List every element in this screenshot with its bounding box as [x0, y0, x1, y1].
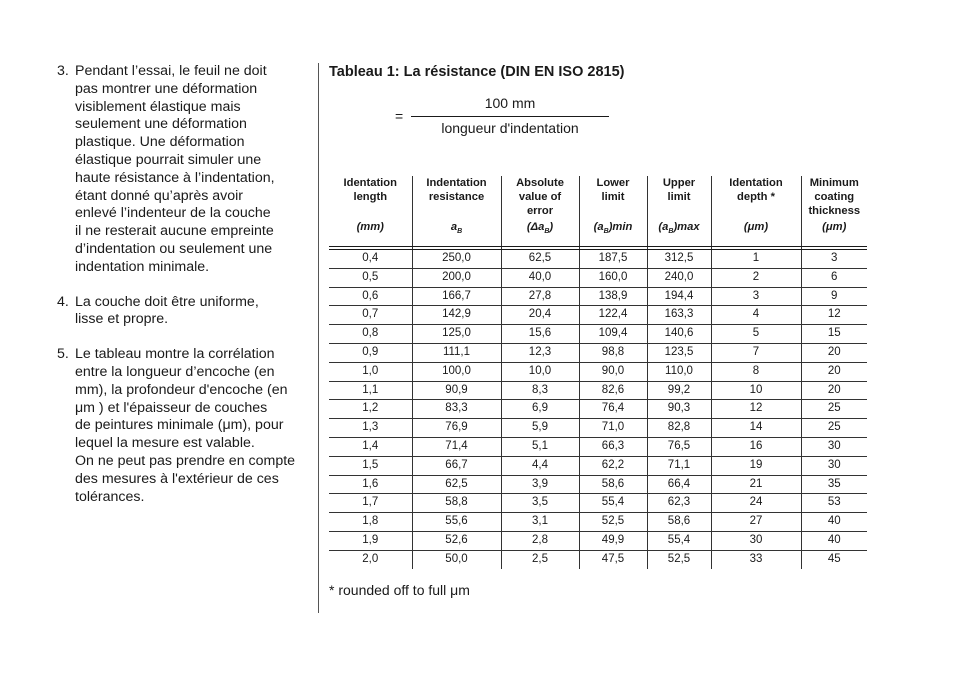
table-cell: 1,1	[329, 381, 412, 400]
column-divider	[318, 63, 319, 613]
table-cell: 50,0	[412, 550, 501, 568]
table-cell: 2	[711, 268, 801, 287]
formula-denominator: longueur d'indentation	[441, 120, 579, 136]
list-item-number: 4.	[57, 293, 69, 310]
table-cell: 14	[711, 419, 801, 438]
table-cell: 40	[801, 513, 867, 532]
table-cell: 9	[801, 287, 867, 306]
table-row	[329, 306, 867, 325]
table-cell: 76,5	[647, 437, 711, 456]
table-cell: 0,5	[329, 268, 412, 287]
table-cell: 62,3	[647, 494, 711, 513]
table-cell: 187,5	[579, 250, 647, 269]
table-cell: 5	[711, 325, 801, 344]
table-cell: 27	[711, 513, 801, 532]
table-cell: 5,1	[501, 437, 579, 456]
table-cell: 12	[801, 306, 867, 325]
table-cell: 0,7	[329, 306, 412, 325]
table-cell: 4,4	[501, 456, 579, 475]
unit-text: (μm)	[743, 221, 769, 233]
column-header-label: Identation depth *	[729, 177, 783, 203]
table-cell: 19	[711, 456, 801, 475]
table-cell: 110,0	[647, 362, 711, 381]
unit-suffix: )	[549, 221, 554, 233]
table-cell: 25	[801, 419, 867, 438]
table-row	[329, 475, 867, 494]
table-cell: 1,7	[329, 494, 412, 513]
table-cell: 200,0	[412, 268, 501, 287]
list-item	[57, 294, 309, 330]
column-header-unit	[802, 220, 868, 234]
table-cell: 99,2	[647, 381, 711, 400]
table-row	[329, 531, 867, 550]
table-cell: 71,1	[647, 456, 711, 475]
table-cell: 16	[711, 437, 801, 456]
table-cell: 52,6	[412, 531, 501, 550]
table-row	[329, 550, 867, 568]
list-item-text: Pendant l’essai, le feuil ne doit pas montrer une déformation visiblement élastique mais seulement une déformation plastique. Une déformation élastique pourrait simuler une haute résistance à l’indentation, étant donné qu’après avoir enlevé l’indenteur de la couche il ne resterait aucune empreinte d’indentation ou seulement une indentation minimale.	[75, 63, 275, 275]
table-cell: 8,3	[501, 381, 579, 400]
list-item	[57, 63, 309, 277]
table-cell: 25	[801, 400, 867, 419]
table-cell: 3,1	[501, 513, 579, 532]
table-cell: 142,9	[412, 306, 501, 325]
table-cell: 109,4	[579, 325, 647, 344]
table-cell: 160,0	[579, 268, 647, 287]
table-row	[329, 362, 867, 381]
unit-suffix: )max	[673, 221, 700, 233]
column-header-label: Minimum coating thickness	[808, 177, 861, 217]
unit-subscript: B	[544, 228, 550, 236]
table-cell: 45	[801, 550, 867, 568]
formula-equals: =	[395, 108, 404, 124]
table-cell: 125,0	[412, 325, 501, 344]
table-cell: 20,4	[501, 306, 579, 325]
column-header	[501, 176, 579, 247]
table-cell: 71,4	[412, 437, 501, 456]
column-header	[647, 176, 711, 247]
table-cell: 2,8	[501, 531, 579, 550]
table-cell: 166,7	[412, 287, 501, 306]
table-cell: 33	[711, 550, 801, 568]
table-cell: 1,2	[329, 400, 412, 419]
table-cell: 30	[801, 437, 867, 456]
table-cell: 98,8	[579, 343, 647, 362]
table-cell: 58,6	[579, 475, 647, 494]
table-cell: 7	[711, 343, 801, 362]
table-cell: 66,7	[412, 456, 501, 475]
column-header-label: Identation length	[343, 177, 397, 203]
table-cell: 0,4	[329, 250, 412, 269]
table-cell: 138,9	[579, 287, 647, 306]
table-cell: 24	[711, 494, 801, 513]
list-item-text: La couche doit être uniforme, lisse et propre.	[75, 293, 259, 328]
formula	[395, 95, 611, 145]
table-cell: 12,3	[501, 343, 579, 362]
table-cell: 250,0	[412, 250, 501, 269]
column-header	[579, 176, 647, 247]
formula-numerator: 100 mm	[484, 95, 536, 111]
table-row	[329, 343, 867, 362]
table-cell: 58,8	[412, 494, 501, 513]
list-item-number: 5.	[57, 346, 69, 363]
table-cell: 53	[801, 494, 867, 513]
table-cell: 66,3	[579, 437, 647, 456]
unit-text: (mm)	[356, 221, 384, 233]
table-cell: 312,5	[647, 250, 711, 269]
column-header	[711, 176, 801, 247]
table-cell: 140,6	[647, 325, 711, 344]
table-cell: 0,8	[329, 325, 412, 344]
table-cell: 20	[801, 362, 867, 381]
table-cell: 66,4	[647, 475, 711, 494]
table-cell: 20	[801, 381, 867, 400]
table-cell: 15	[801, 325, 867, 344]
column-header-unit	[648, 220, 711, 239]
table-cell: 90,3	[647, 400, 711, 419]
table-cell: 3,9	[501, 475, 579, 494]
column-header	[329, 176, 412, 247]
table-cell: 82,6	[579, 381, 647, 400]
column-header-label: Indentation resistance	[426, 177, 487, 203]
unit-text: (a	[658, 221, 669, 233]
table-cell: 71,0	[579, 419, 647, 438]
resistance-table	[329, 176, 867, 569]
column-header-label: Upper limit	[662, 177, 696, 203]
list-item-number: 3.	[57, 63, 69, 79]
table-cell: 12	[711, 400, 801, 419]
table-cell: 62,5	[501, 250, 579, 269]
table-row	[329, 287, 867, 306]
table-cell: 20	[801, 343, 867, 362]
table-cell: 122,4	[579, 306, 647, 325]
table-cell: 1,9	[329, 531, 412, 550]
table-cell: 5,9	[501, 419, 579, 438]
column-header	[801, 176, 867, 247]
unit-text: (μm)	[822, 221, 847, 233]
table-cell: 1,0	[329, 362, 412, 381]
table-cell: 3,5	[501, 494, 579, 513]
table-cell: 1,3	[329, 419, 412, 438]
list-item	[57, 346, 309, 506]
unit-text: (Δa	[526, 221, 545, 233]
table-row	[329, 437, 867, 456]
table-row	[329, 419, 867, 438]
table-cell: 62,5	[412, 475, 501, 494]
unit-suffix: )min	[608, 221, 633, 233]
table-cell: 1	[711, 250, 801, 269]
table-cell: 40,0	[501, 268, 579, 287]
table-cell: 100,0	[412, 362, 501, 381]
table-cell: 90,0	[579, 362, 647, 381]
unit-subscript: B	[668, 228, 674, 236]
table-cell: 90,9	[412, 381, 501, 400]
table-cell: 0,9	[329, 343, 412, 362]
unit-subscript: B	[457, 228, 463, 236]
table-cell: 4	[711, 306, 801, 325]
table-cell: 82,8	[647, 419, 711, 438]
column-header	[412, 176, 501, 247]
table-cell: 35	[801, 475, 867, 494]
table-cell: 30	[711, 531, 801, 550]
table-cell: 21	[711, 475, 801, 494]
table-cell: 8	[711, 362, 801, 381]
list-item-text: Le tableau montre la corrélation entre la longueur d’encoche (en mm), la profondeur d'encoche (en μm ) et l'épaisseur de couches de peintures minimale (μm), pour lequel la mesure est valable. On ne peut pas prendre en compte des mesures à l'extérieur de ces tolérances.	[75, 346, 296, 505]
table-cell: 1,5	[329, 456, 412, 475]
instructions-list	[57, 63, 309, 523]
table-cell: 55,6	[412, 513, 501, 532]
table-cell: 194,4	[647, 287, 711, 306]
table-cell: 52,5	[579, 513, 647, 532]
table-cell: 6	[801, 268, 867, 287]
table-row	[329, 513, 867, 532]
table-cell: 123,5	[647, 343, 711, 362]
table-cell: 47,5	[579, 550, 647, 568]
column-header-label: Lower limit	[596, 177, 630, 203]
table-cell: 2,5	[501, 550, 579, 568]
table-cell: 62,2	[579, 456, 647, 475]
table-cell: 111,1	[412, 343, 501, 362]
table-row	[329, 494, 867, 513]
column-header-unit	[712, 220, 801, 234]
table-title: Tableau 1: La résistance (DIN EN ISO 2815)	[329, 64, 625, 80]
footnote: * rounded off to full μm	[329, 582, 470, 598]
table-cell: 49,9	[579, 531, 647, 550]
column-header-unit	[502, 220, 579, 239]
table-cell: 3	[711, 287, 801, 306]
table-cell: 76,9	[412, 419, 501, 438]
column-header-unit	[413, 220, 501, 239]
table-cell: 52,5	[647, 550, 711, 568]
table-cell: 10	[711, 381, 801, 400]
table-cell: 1,4	[329, 437, 412, 456]
table-row	[329, 250, 867, 269]
table-cell: 83,3	[412, 400, 501, 419]
table-cell: 2,0	[362, 552, 379, 565]
unit-text: a	[450, 221, 458, 233]
table-cell: 3	[801, 250, 867, 269]
table-cell: 0,6	[329, 287, 412, 306]
table-cell: 55,4	[647, 531, 711, 550]
table-cell: 55,4	[579, 494, 647, 513]
unit-text: (a	[593, 221, 604, 233]
table-row	[329, 268, 867, 287]
table-row	[329, 325, 867, 344]
table-row	[329, 456, 867, 475]
table-cell: 40	[801, 531, 867, 550]
table-cell: 240,0	[647, 268, 711, 287]
table-cell: 27,8	[501, 287, 579, 306]
table-row	[329, 381, 867, 400]
table-cell: 6,9	[501, 400, 579, 419]
column-header-unit	[329, 220, 412, 234]
table-cell: 30	[801, 456, 867, 475]
table-cell: 15,6	[501, 325, 579, 344]
table-cell: 76,4	[579, 400, 647, 419]
table-row	[329, 400, 867, 419]
table-cell: 10,0	[501, 362, 579, 381]
table-cell: 1,6	[329, 475, 412, 494]
fraction-bar	[411, 116, 609, 117]
column-header-label: Absolute value of error	[516, 177, 564, 217]
column-header-unit	[580, 220, 647, 239]
table-cell: 1,8	[329, 513, 412, 532]
table-header-row	[329, 176, 867, 247]
unit-subscript: B	[603, 228, 609, 236]
table-cell: 58,6	[647, 513, 711, 532]
table-cell: 163,3	[647, 306, 711, 325]
